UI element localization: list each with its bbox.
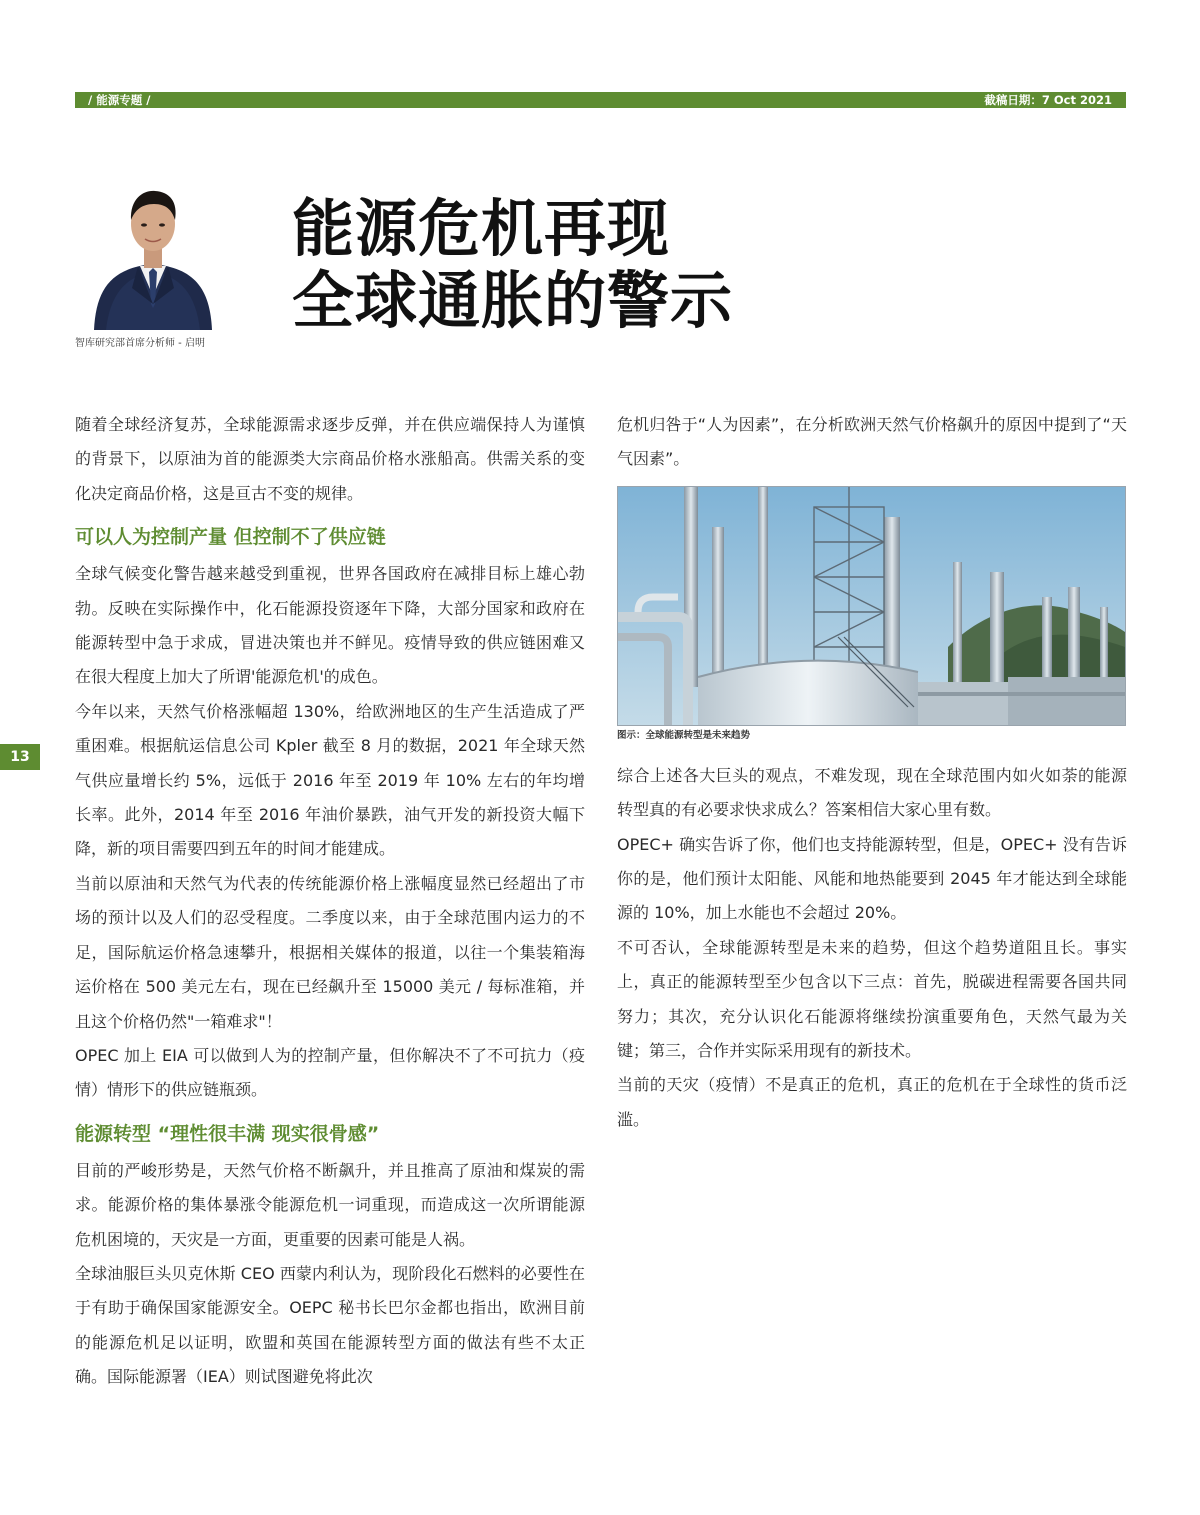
section-heading-energy-transition: 能源转型 “理性很丰满 现实很骨感” [75,1122,380,1145]
title-line-1: 能源危机再现 [292,192,671,265]
refinery-photo [617,486,1126,726]
paragraph: 全球气候变化警告越来越受到重视，世界各国政府在减排目标上雄心勃勃。反映在实际操作中，化石能源投资逐年下降，大部分国家和政府在能源转型中急于求成，冒进决策也并不鲜见。疫情导致的供应链困难又在很大程度上加大了所谓'能源危机'的成色。 [75,564,585,687]
page-number: 13 [0,744,40,770]
paragraph: 综合上述各大巨头的观点，不难发现，现在全球范围内如火如荼的能源转型真的有必要求快求成么？答案相信大家心里有数。 [617,765,1127,820]
paragraph: 全球油服巨头贝克休斯 CEO 西蒙内利认为，现阶段化石燃料的必要性在于有助于确保国家能源安全。OEPC 秘书长巴尔金都也指出，欧洲目前的能源危机足以证明，欧盟和英国在能源转型方面的做法有些不太正确。国际能源署（IEA）则试图避免将此次 [75,1263,585,1387]
paragraph: OPEC 加上 EIA 可以做到人为的控制产量，但你解决不了不可抗力（疫情）情形下的供应链瓶颈。 [75,1045,585,1100]
paragraph: 当前以原油和天然气为代表的传统能源价格上涨幅度显然已经超出了市场的预计以及人们的忍受程度。二季度以来，由于全球范围内运力的不足，国际航运价格急速攀升，根据相关媒体的报道，以往一个集装箱海运价格在 500 美元左右，现在已经飙升至 15000 美元 / 每标准箱，并且这个价格仍然"一箱难求"！ [75,873,585,1031]
paragraph: OPEC+ 确实告诉了你，他们也支持能源转型，但是，OPEC+ 没有告诉你的是，他们预计太阳能、风能和地热能要到 2045 年才能达到全球能源的 10%，加上水能也不会超过 20%。 [617,834,1127,923]
author-caption: 智库研究部首席分析师 - 启明 [75,338,205,349]
paragraph: 今年以来，天然气价格涨幅超 130%，给欧洲地区的生产生活造成了严重困难。根据航运信息公司 Kpler 截至 8 月的数据，2021 年全球天然气供应量增长约 5%，远低于 2016 年至 2019 年 10% 左右的年均增长率。此外，2014 年至 2016 年油价暴跌，油气开发的新投资大幅下降，新的项目需要四到五年的时间才能建成。 [75,701,585,859]
paragraph: 目前的严峻形势是，天然气价格不断飙升，并且推高了原油和煤炭的需求。能源价格的集体暴涨令能源危机一词重现，而造成这一次所谓能源危机困境的，天灾是一方面，更重要的因素可能是人祸。 [75,1160,585,1249]
intro-paragraph: 随着全球经济复苏，全球能源需求逐步反弹，并在供应端保持人为谨慎的背景下，以原油为首的能源类大宗商品价格水涨船高。供需关系的变化决定商品价格，这是亘古不变的规律。 [75,415,585,503]
section-heading-supply-chain: 可以人为控制产量 但控制不了供应链 [75,526,386,549]
date-line: 截稿日期：7 Oct 2021 [984,93,1112,107]
paragraph: 不可否认，全球能源转型是未来的趋势，但这个趋势道阻且长。事实上，真正的能源转型至少包含以下三点：首先，脱碳进程需要各国共同努力；其次，充分认识化石能源将继续扮演重要角色，天然气最为关键；第三，合作并实际采用现有的新技术。 [617,937,1127,1061]
article-title [292,193,733,337]
left-column [75,408,585,1395]
section-tag: / 能源专题 / [88,93,151,107]
right-column [617,408,1127,1137]
title-line-2: 全球通胀的警示 [292,264,734,337]
photo-caption: 图示：全球能源转型是未来趋势 [617,729,751,741]
paragraph: 危机归咎于“人为因素”，在分析欧洲天然气价格飙升的原因中提到了“天气因素”。 [617,415,1127,469]
header-bar [75,92,1126,108]
author-photo [92,176,214,330]
paragraph: 当前的天灾（疫情）不是真正的危机，真正的危机在于全球性的货币泛滥。 [617,1075,1127,1129]
